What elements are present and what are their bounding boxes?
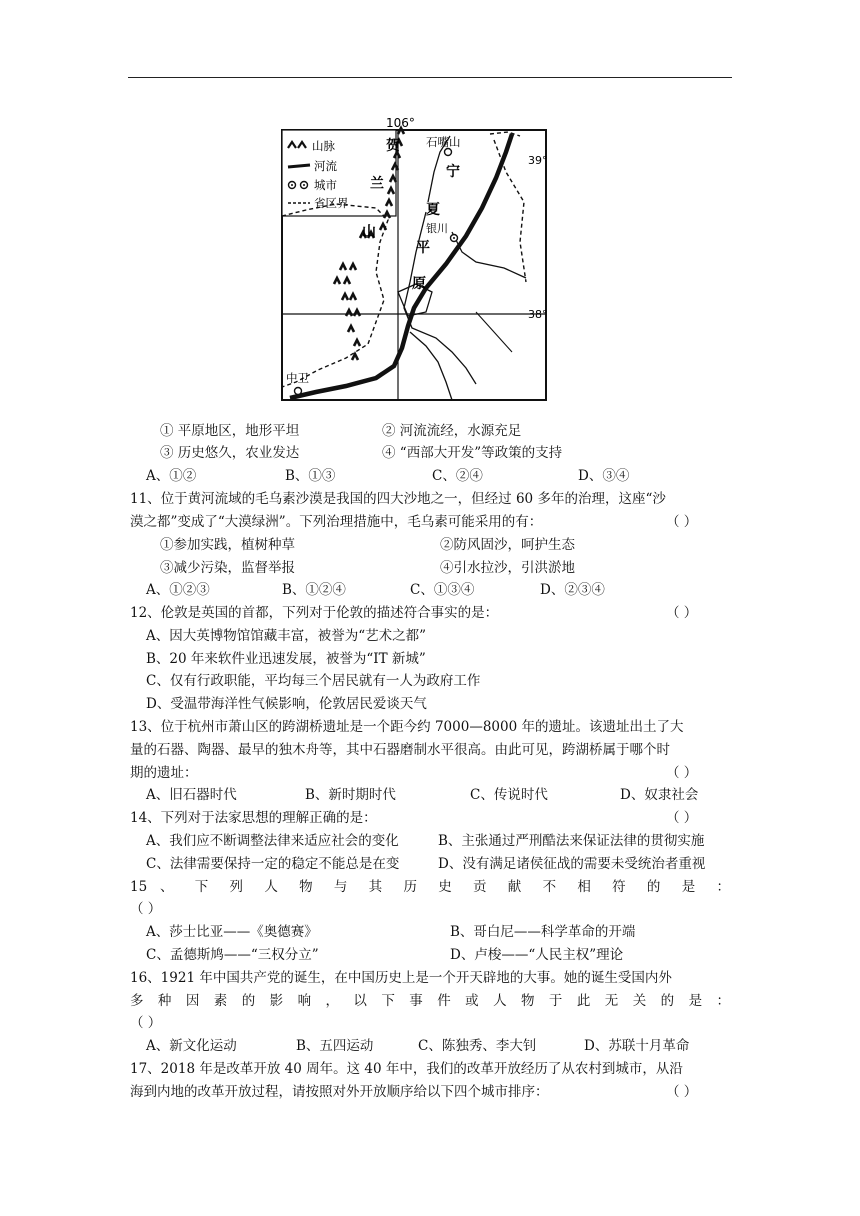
legend-river: 河流: [314, 159, 337, 173]
q16-choice-a: A、新文化运动: [146, 1038, 237, 1054]
q11-option-3: ③减少污染，监督举报: [160, 560, 295, 576]
q12-option-b: B、20 年来软件业迅速发展，被誉为“IT 新城”: [146, 651, 426, 667]
q11-option-1: ①参加实践，植树种草: [160, 537, 295, 553]
q11-answer-paren: （ ）: [666, 514, 698, 530]
q14-option-b: B、主张通过严刑酷法来保证法律的贯彻实施: [438, 833, 705, 849]
q11-choice-d: D、②③④: [540, 582, 605, 598]
q13-choice-c: C、传说时代: [470, 787, 548, 803]
q11-stem-line1: 11、位于黄河流域的毛乌素沙漠是我国的四大沙地之一，但经过 60 多年的治理，这座“沙: [130, 491, 666, 507]
q11-choice-b: B、①②④: [282, 582, 346, 598]
q12-option-c: C、仅有行政职能，平均每三个居民就有一人为政府工作: [146, 673, 481, 689]
q15-option-a: A、莎士比亚——《奥德赛》: [146, 924, 318, 940]
q11-stem-line2: 漠之都”变成了“大漠绿洲”。下列治理措施中，毛乌素可能采用的有：: [130, 514, 543, 530]
legend-city: 城市: [314, 178, 337, 192]
q12-answer-paren: （ ）: [666, 605, 698, 621]
q10-choice-c: C、②④: [432, 468, 483, 484]
q14-option-d: D、没有满足诸侯征战的需要未受统治者重视: [438, 856, 706, 872]
q14-stem: 14、下列对于法家思想的理解正确的是：: [130, 810, 377, 826]
legend-mountain: 山脉: [312, 139, 335, 153]
q14-option-a: A、我们应不断调整法律来适应社会的变化: [146, 833, 399, 849]
q16-choice-d: D、苏联十月革命: [584, 1038, 690, 1054]
q16-stem-line2: 多 种 因 素 的 影 响 ， 以 下 事 件 或 人 物 于 此 无 关 的 是 ：: [130, 993, 730, 1009]
lat-label-39: 39°: [528, 154, 548, 167]
q15-option-b: B、哥白尼——科学革命的开端: [450, 924, 636, 940]
q10-choice-b: B、①③: [285, 468, 336, 484]
q10-option-3: ③ 历史悠久，农业发达: [160, 445, 300, 461]
q13-stem-line3: 期的遗址：: [130, 765, 198, 781]
q10-option-4: ④ “西部大开发”等政策的支持: [382, 445, 563, 461]
q11-option-2: ②防风固沙，呵护生态: [440, 537, 575, 553]
q11-choice-c: C、①③④: [410, 582, 475, 598]
q13-choice-d: D、奴隶社会: [620, 787, 699, 803]
q12-stem: 12、伦敦是英国的首都，下列对于伦敦的描述符合事实的是：: [130, 605, 499, 621]
q10-choice-d: D、③④: [578, 468, 630, 484]
zhongwei-city-icon: [295, 388, 302, 395]
q15-answer-paren: （ ）: [130, 901, 162, 917]
q17-answer-paren: （ ）: [666, 1084, 698, 1100]
legend-boundary: 省区界: [314, 196, 349, 210]
label-lan: 兰: [370, 176, 384, 192]
label-ning: 宁: [446, 164, 460, 180]
header-rule: [128, 77, 732, 78]
q16-stem-line1: 16、1921 年中国共产党的诞生，在中国历史上是一个开天辟地的大事。她的诞生受国内外: [130, 970, 672, 986]
q10-option-1: ① 平原地区，地形平坦: [160, 423, 300, 439]
lon-label: 106°: [386, 116, 415, 130]
q13-choice-b: B、新时期时代: [305, 787, 396, 803]
q14-answer-paren: （ ）: [666, 810, 698, 826]
shizuishan-city-icon: [445, 149, 452, 156]
label-he: 贺: [386, 138, 400, 154]
q17-stem-line2: 海到内地的改革开放过程，请按照对外开放顺序给以下四个城市排序：: [130, 1084, 549, 1100]
label-shan: 山: [362, 224, 376, 240]
q13-stem-line1: 13、位于杭州市萧山区的跨湖桥遗址是一个距今约 7000—8000 年的遗址。该遗址出土了大: [130, 719, 684, 735]
q12-option-d: D、受温带海洋性气候影响，伦敦居民爱谈天气: [146, 696, 427, 712]
q16-answer-paren: （ ）: [130, 1015, 162, 1031]
label-ping: 平: [416, 240, 430, 256]
label-yinchuan: 银川: [426, 222, 448, 235]
ningxia-map: [276, 112, 550, 402]
q15-option-c: C、孟德斯鸠——“三权分立”: [146, 947, 319, 963]
label-yuan: 原: [412, 276, 426, 292]
label-xia: 夏: [426, 202, 440, 218]
q13-choice-a: A、旧石器时代: [146, 787, 237, 803]
lat-label-38: 38°: [528, 308, 548, 321]
label-zhongwei: 中卫: [286, 371, 309, 385]
q11-choice-a: A、①②③: [146, 582, 210, 598]
q13-answer-paren: （ ）: [666, 765, 698, 781]
q15-stem: 15 、 下 列 人 物 与 其 历 史 贡 献 不 相 符 的 是 ：: [130, 879, 730, 895]
q15-option-d: D、卢梭——“人民主权”理论: [450, 947, 624, 963]
q17-stem-line1: 17、2018 年是改革开放 40 周年。这 40 年中，我们的改革开放经历了从农村到城市，从沿: [130, 1061, 683, 1077]
label-shizuishan: 石嘴山: [426, 135, 461, 149]
q10-choice-a: A、①②: [146, 468, 197, 484]
river-icon: [288, 165, 310, 167]
q16-choice-b: B、五四运动: [296, 1038, 374, 1054]
q11-option-4: ④引水拉沙，引洪淤地: [440, 560, 575, 576]
q13-stem-line2: 量的石器、陶器、最早的独木舟等，其中石器磨制水平很高。由此可见，跨湖桥属于哪个时: [130, 742, 670, 758]
q14-option-c: C、法律需要保持一定的稳定不能总是在变: [146, 856, 400, 872]
q16-choice-c: C、陈独秀、李大钊: [418, 1038, 537, 1054]
q12-option-a: A、因大英博物馆馆藏丰富，被誉为“艺术之都”: [146, 628, 427, 644]
q10-option-2: ② 河流流经，水源充足: [382, 423, 522, 439]
